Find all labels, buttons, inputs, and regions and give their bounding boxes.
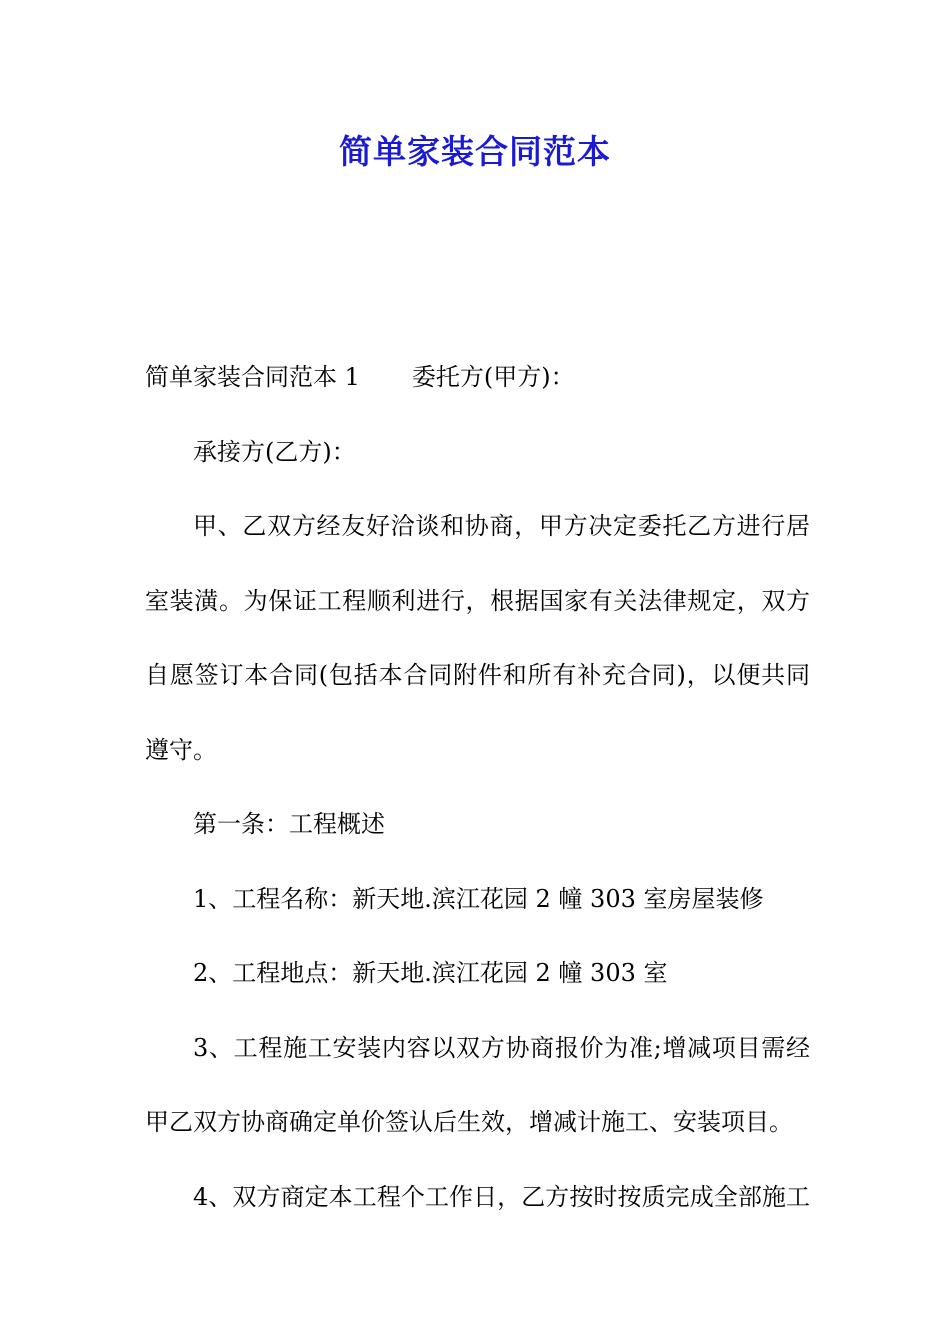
party-b-label: 承接方(乙方)： bbox=[193, 437, 356, 466]
paragraph-line: 甲、乙双方经友好洽谈和协商，甲方决定委托乙方进行居 bbox=[193, 512, 810, 540]
list-item: 2、工程地点：新天地.滨江花园 2 幢 303 室 bbox=[193, 959, 668, 987]
document-body bbox=[145, 340, 810, 1234]
paragraph-line: 遵守。 bbox=[145, 735, 217, 764]
contract-number-label: 简单家装合同范本 1 bbox=[145, 363, 360, 391]
document-title: 简单家装合同范本 bbox=[339, 132, 611, 171]
party-a-label: 委托方(甲方)： bbox=[411, 363, 575, 391]
list-item: 4、双方商定本工程个工作日，乙方按时按质完成全部施工 bbox=[193, 1182, 810, 1211]
paragraph-line: 室装潢。为保证工程顺利进行，根据国家有关法律规定，双方 bbox=[145, 586, 810, 615]
paragraph-line: 甲乙双方协商确定单价签认后生效，增减计施工、安装项目。 bbox=[145, 1108, 793, 1136]
contract-heading-line bbox=[145, 340, 810, 415]
section-heading: 第一条：工程概述 bbox=[193, 810, 385, 838]
list-item: 1、工程名称：新天地.滨江花园 2 幢 303 室房屋装修 bbox=[193, 884, 764, 913]
paragraph-line: 自愿签订本合同(包括本合同附件和所有补充合同)，以便共同 bbox=[145, 661, 810, 689]
list-item: 3、工程施工安装内容以双方协商报价为准;增减项目需经 bbox=[193, 1033, 810, 1062]
